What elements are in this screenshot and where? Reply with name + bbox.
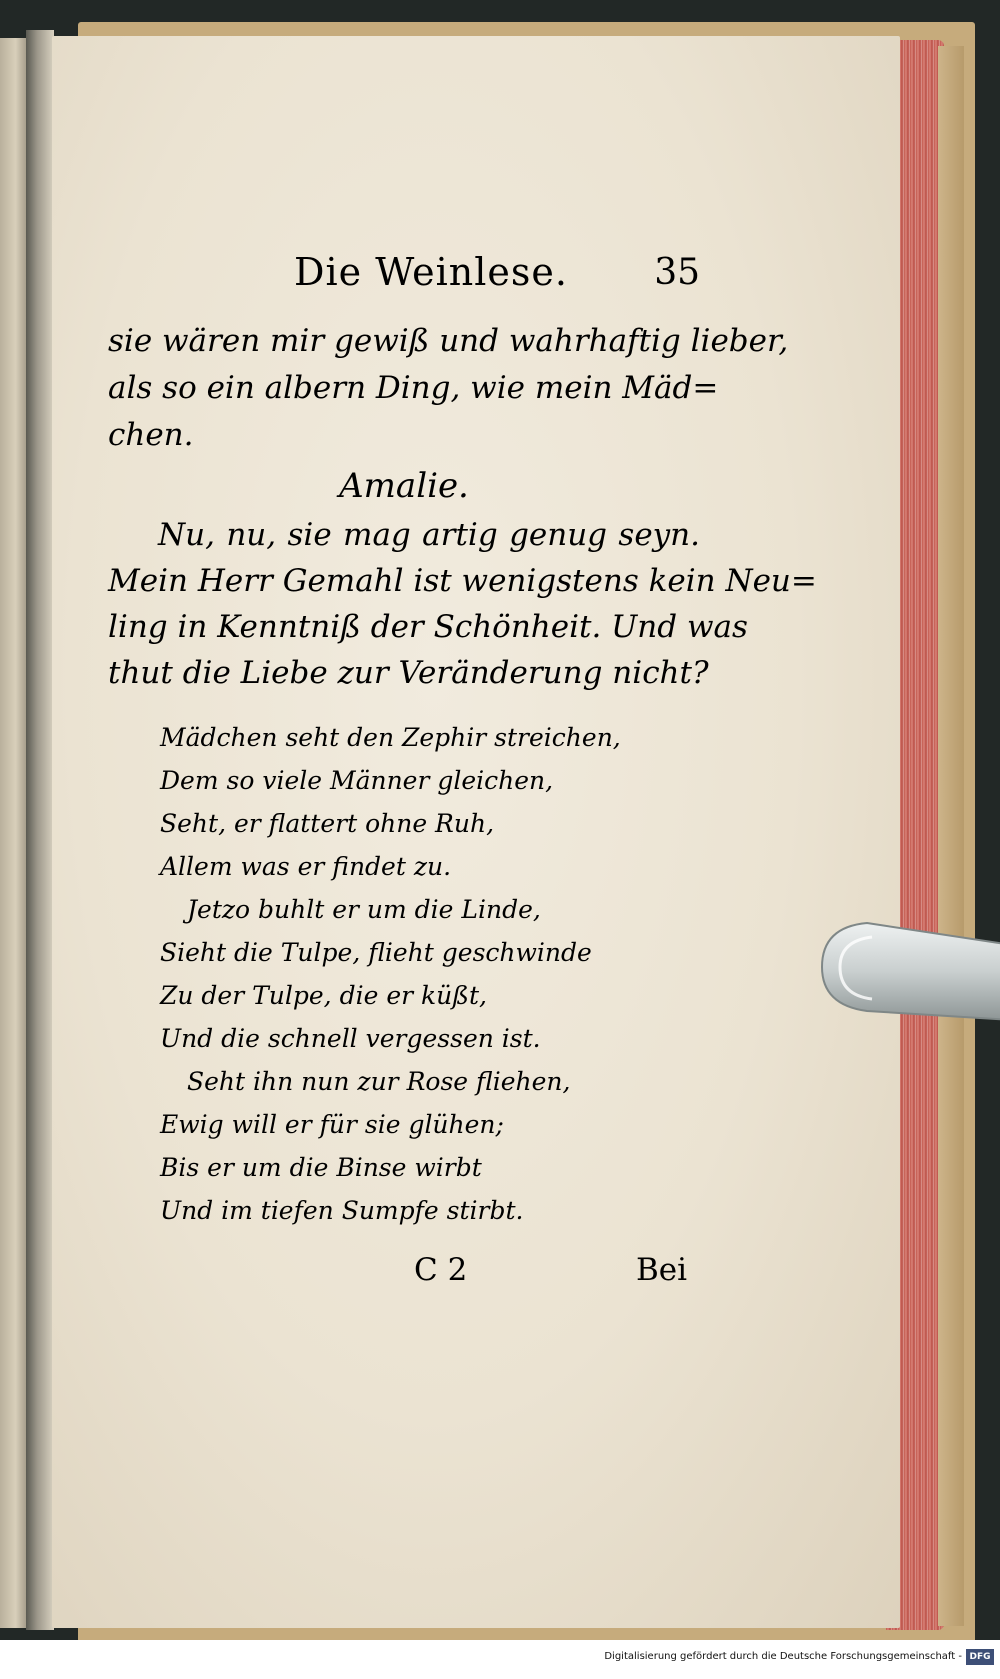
verse-block — [160, 716, 620, 1232]
verse-line: Und im tiefen Sumpfe stirbt. — [160, 1196, 524, 1225]
prose-paragraph — [108, 318, 789, 459]
cover-edge — [938, 46, 964, 1626]
verse-line: Ewig will er für sie glühen; — [160, 1110, 504, 1139]
text-line: Nu, nu, sie mag artig genug seyn. — [158, 517, 700, 553]
page-number: 35 — [654, 252, 700, 293]
text-line: als so ein albern Ding, wie mein Mäd= — [108, 370, 719, 406]
running-head — [108, 250, 700, 300]
text-line: sie wären mir gewiß und wahrhaftig lieber, — [108, 323, 789, 359]
dfg-logo: DFG — [966, 1649, 994, 1665]
verse-line: Mädchen seht den Zephir streichen, — [160, 723, 621, 752]
speech-paragraph — [108, 512, 817, 696]
text-line: ling in Kenntniß der Schönheit. Und was — [108, 609, 748, 645]
credit-text: Digitalisierung gefördert durch die Deutsche Forschungsgemeinschaft - — [604, 1651, 962, 1662]
text-line: thut die Liebe zur Veränderung nicht? — [108, 655, 709, 691]
catchword: Bei — [636, 1252, 688, 1288]
verse-line: Allem was er findet zu. — [160, 852, 452, 881]
verse-line: Sieht die Tulpe, flieht geschwinde — [160, 938, 592, 967]
verse-line: Bis er um die Binse wirbt — [160, 1153, 482, 1182]
left-page-edge — [0, 38, 26, 1628]
text-line: chen. — [108, 417, 194, 453]
verse-line: Jetzo buhlt er um die Linde, — [187, 895, 541, 924]
running-head-title: Die Weinlese. — [294, 250, 568, 294]
credit-bar — [0, 1640, 1000, 1679]
verse-line: Zu der Tulpe, die er küßt, — [160, 981, 487, 1010]
verse-line: Dem so viele Männer gleichen, — [160, 766, 554, 795]
speaker-name: Amalie. — [339, 466, 469, 506]
signature-mark: C 2 — [414, 1252, 468, 1288]
verse-line: Seht ihn nun zur Rose fliehen, — [187, 1067, 571, 1096]
book-gutter — [26, 30, 54, 1630]
page-clip-icon — [812, 915, 1000, 1025]
verse-line: Seht, er flattert ohne Ruh, — [160, 809, 495, 838]
verse-line: Und die schnell vergessen ist. — [160, 1024, 541, 1053]
text-line: Mein Herr Gemahl ist wenigstens kein Neu= — [108, 563, 817, 599]
